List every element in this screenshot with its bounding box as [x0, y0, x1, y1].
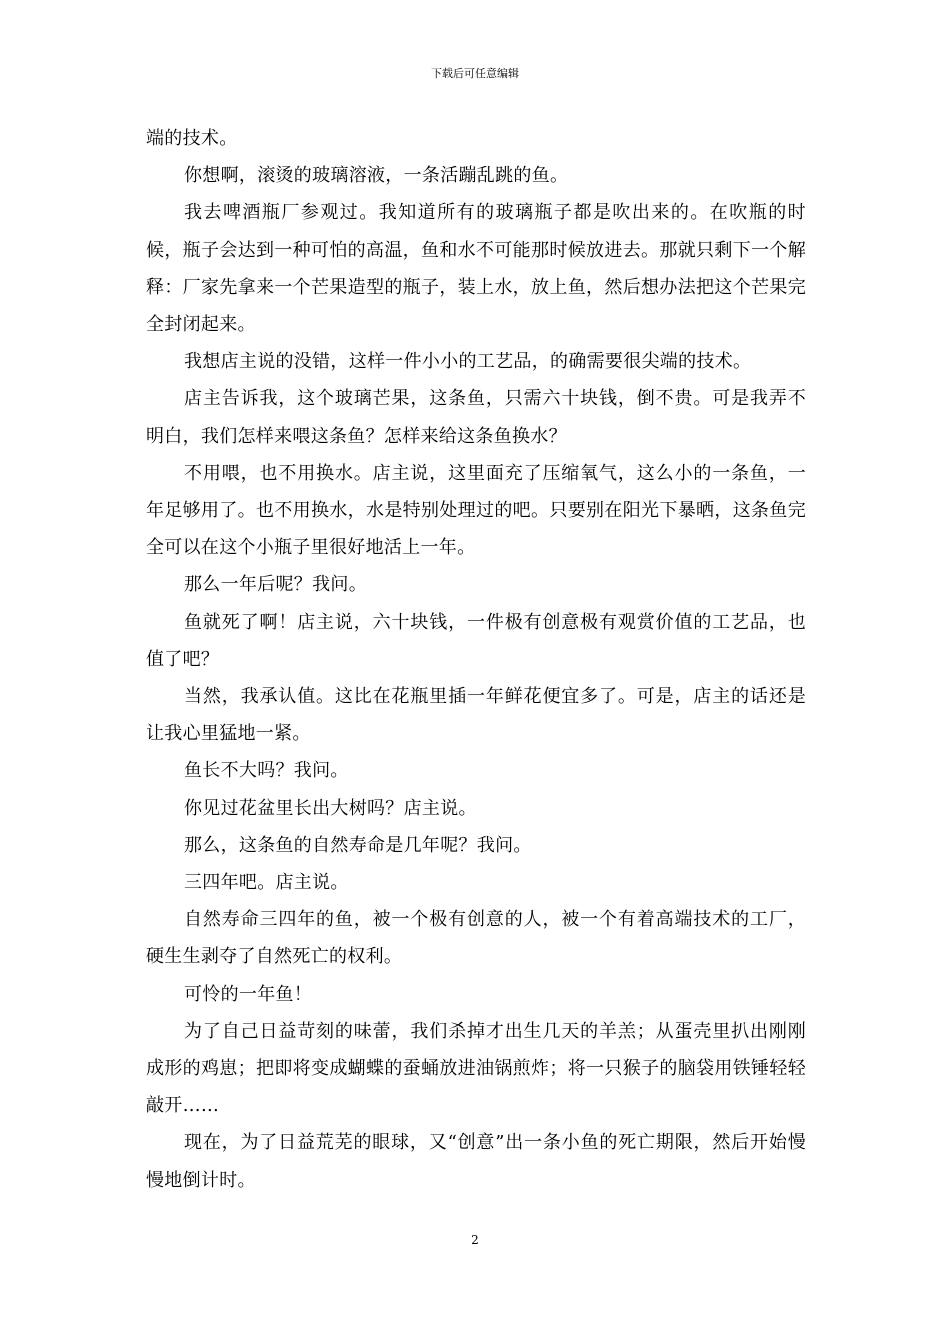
paragraph: 店主告诉我，这个玻璃芒果，这条鱼，只需六十块钱，倒不贵。可是我弄不明白，我们怎样来喂这条鱼？怎样来给这条鱼换水？	[146, 388, 806, 447]
paragraph: 鱼就死了啊！店主说，六十块钱，一件极有创意极有观赏价值的工艺品，也值了吧？	[146, 611, 806, 670]
paragraph: 不用喂，也不用换水。店主说，这里面充了压缩氧气，这么小的一条鱼，一年足够用了。也不用换水，水是特别处理过的吧。只要别在阳光下暴晒，这条鱼完全可以在这个小瓶子里很好地活上一年。	[146, 462, 806, 559]
paragraph: 现在，为了日益荒芜的眼球，又“创意”出一条小鱼的死亡期限，然后开始慢慢地倒计时。	[146, 1132, 806, 1191]
page-number: 2	[471, 1233, 479, 1247]
paragraph: 我去啤酒瓶厂参观过。我知道所有的玻璃瓶子都是吹出来的。在吹瓶的时候，瓶子会达到一种可怕的高温，鱼和水不可能那时候放进去。那就只剩下一个解释：厂家先拿来一个芒果造型的瓶子，装上水，放上鱼，然后想办法把这个芒果完全封闭起来。	[146, 202, 806, 336]
paragraph: 你想啊，滚烫的玻璃溶液，一条活蹦乱跳的鱼。	[184, 165, 569, 187]
paragraph: 端的技术。	[146, 128, 238, 149]
document-body	[146, 120, 806, 1199]
paragraph: 为了自己日益苛刻的味蕾，我们杀掉才出生几天的羊羔；从蛋壳里扒出刚刚成形的鸡崽；把即将变成蝴蝶的蚕蛹放进油锅煎炸；将一只猴子的脑袋用铁锤轻轻敲开……	[146, 1020, 806, 1117]
paragraph: 自然寿命三四年的鱼，被一个极有创意的人，被一个有着高端技术的工厂，硬生生剥夺了自然死亡的权利。	[146, 909, 806, 968]
paragraph: 那么一年后呢？我问。	[184, 574, 367, 596]
paragraph: 当然，我承认值。这比在花瓶里插一年鲜花便宜多了。可是，店主的话还是让我心里猛地一紧。	[146, 686, 806, 745]
paragraph: 那么，这条鱼的自然寿命是几年呢？我问。	[184, 834, 532, 856]
paragraph: 你见过花盆里长出大树吗？店主说。	[184, 797, 477, 819]
paragraph: 我想店主说的没错，这样一件小小的工艺品，的确需要很尖端的技术。	[184, 351, 752, 373]
paragraph: 可怜的一年鱼！	[184, 983, 313, 1005]
paragraph: 鱼长不大吗？我问。	[184, 760, 349, 782]
paragraph: 三四年吧。店主说。	[184, 872, 349, 894]
page-header: 下载后可任意编辑	[431, 67, 519, 80]
